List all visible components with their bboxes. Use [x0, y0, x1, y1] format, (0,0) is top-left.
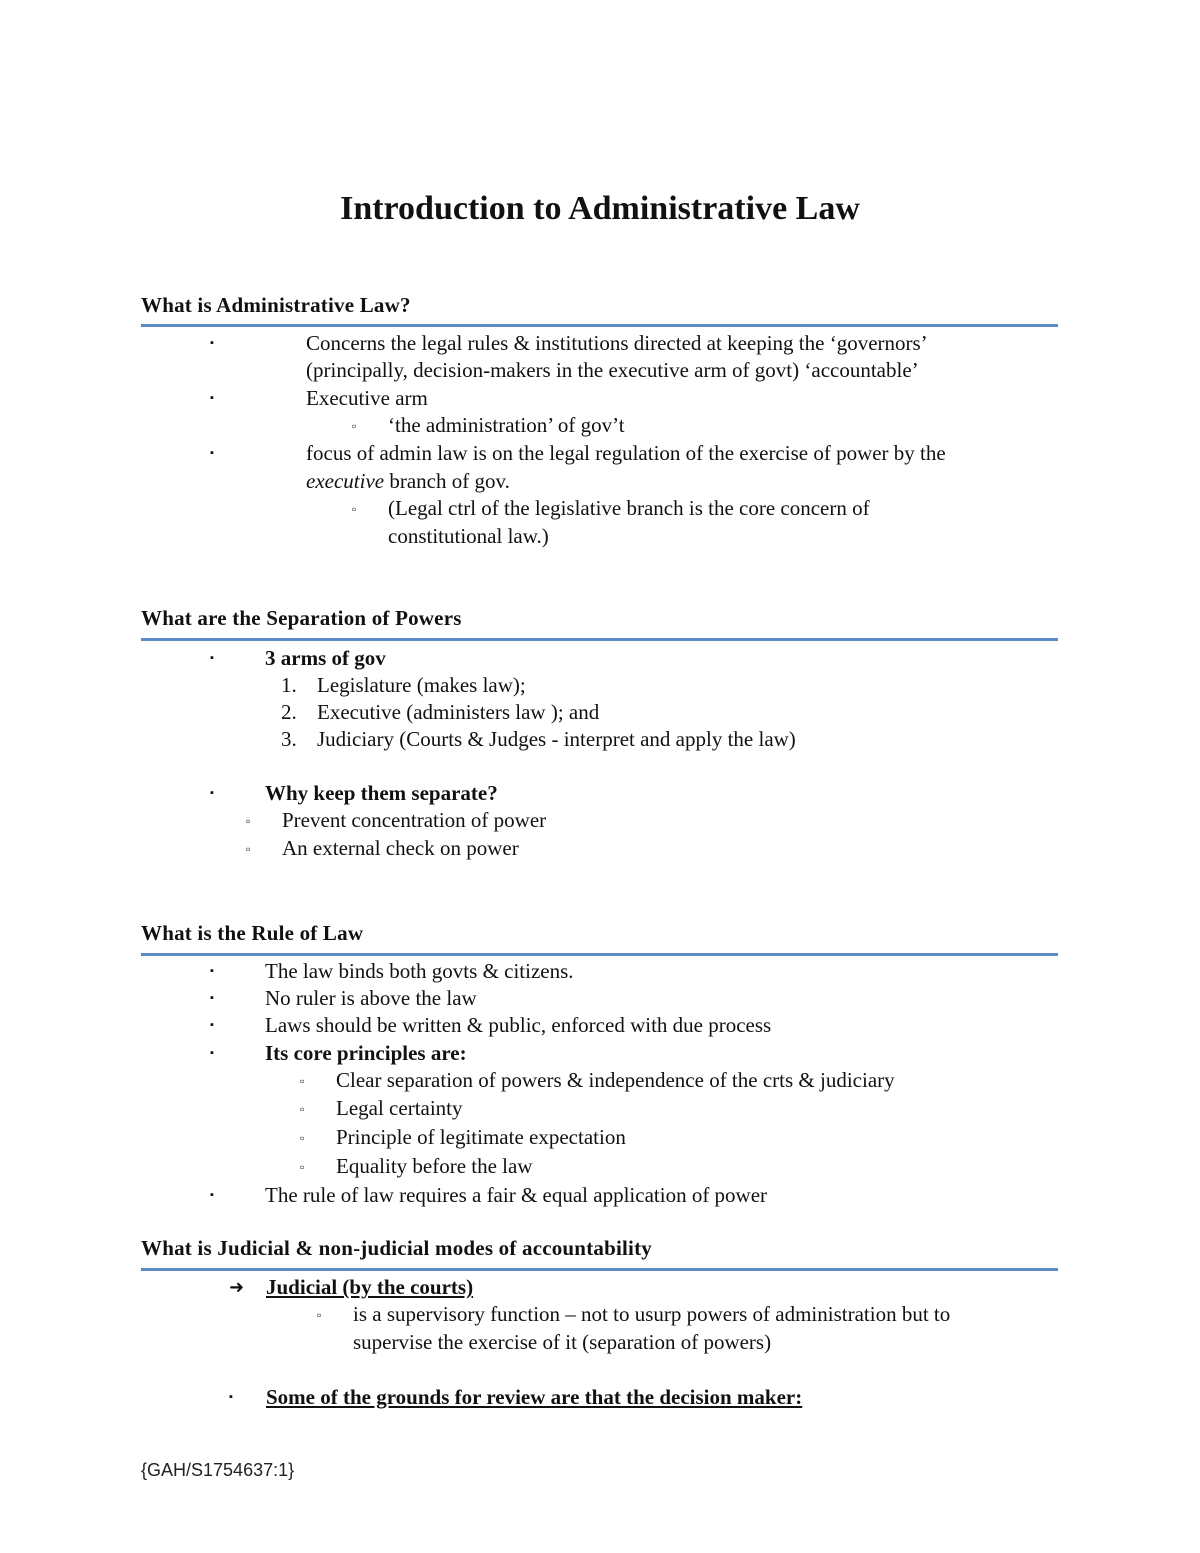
section-divider [141, 324, 1058, 327]
sub-list-item: (Legal ctrl of the legislative branch is the core concern of [388, 496, 870, 520]
square-bullet-icon: ▫ [317, 1308, 322, 1322]
bullet-icon: ▪ [210, 337, 214, 349]
sub-list-item: Prevent concentration of power [282, 808, 547, 832]
bullet-icon: ▪ [210, 1019, 214, 1031]
square-bullet-icon: ▫ [352, 502, 357, 516]
list-item: The law binds both govts & citizens. [265, 959, 574, 983]
list-number: 2. [281, 700, 297, 724]
section-heading-admin-law: What is Administrative Law? [141, 293, 411, 317]
list-item-continued: (principally, decision-makers in the executive arm of govt) ‘accountable’ [306, 358, 919, 382]
bullet-icon: ▪ [210, 787, 214, 799]
sub-list-item: Legal certainty [336, 1096, 463, 1120]
bullet-icon: ▪ [210, 992, 214, 1004]
numbered-item: Judiciary (Courts & Judges - interpret and apply the law) [317, 727, 796, 751]
sub-list-item-continued: supervise the exercise of it (separation of powers) [353, 1330, 772, 1354]
section-divider [141, 953, 1058, 956]
section-heading-rule-of-law: What is the Rule of Law [141, 921, 364, 945]
bullet-icon: ▪ [210, 447, 214, 459]
bullet-icon: ▪ [210, 965, 214, 977]
list-item-text: branch of gov. [384, 469, 510, 493]
sub-list-item: ‘the administration’ of gov’t [388, 413, 625, 437]
page-title: Introduction to Administrative Law [340, 190, 860, 227]
section-heading-accountability: What is Judicial & non-judicial modes of accountability [141, 1236, 652, 1260]
list-number: 3. [281, 727, 297, 751]
bullet-icon: ▪ [210, 1047, 214, 1059]
bullet-icon: ▪ [210, 392, 214, 404]
square-bullet-icon: ▫ [246, 842, 251, 856]
list-item: Judicial (by the courts) [266, 1275, 474, 1299]
list-item: Executive arm [306, 386, 428, 410]
document-footer: {GAH/S1754637:1} [141, 1460, 295, 1480]
bullet-icon: ▪ [229, 1391, 233, 1403]
bullet-icon: ▪ [210, 652, 214, 664]
sub-list-item: Clear separation of powers & independence of the crts & judiciary [336, 1068, 895, 1092]
section-divider [141, 638, 1058, 641]
emphasis-text: executive [306, 469, 385, 493]
section-divider [141, 1268, 1058, 1271]
sub-list-item: Principle of legitimate expectation [336, 1125, 626, 1149]
bullet-icon: ▪ [210, 1189, 214, 1201]
square-bullet-icon: ▫ [300, 1131, 305, 1145]
list-item: focus of admin law is on the legal regulation of the exercise of power by the [306, 441, 946, 465]
list-item-continued [306, 467, 510, 495]
list-item: No ruler is above the law [265, 986, 477, 1010]
list-item: Some of the grounds for review are that the decision maker: [266, 1385, 803, 1409]
list-item: 3 arms of gov [265, 646, 386, 670]
square-bullet-icon: ▫ [352, 419, 357, 433]
list-item: Why keep them separate? [265, 781, 498, 805]
list-item: The rule of law requires a fair & equal application of power [265, 1183, 768, 1207]
list-number: 1. [281, 673, 297, 697]
sub-list-item: is a supervisory function – not to usurp powers of administration but to [353, 1302, 951, 1326]
square-bullet-icon: ▫ [300, 1160, 305, 1174]
sub-list-item: Equality before the law [336, 1154, 533, 1178]
section-heading-separation-of-powers: What are the Separation of Powers [141, 606, 462, 630]
numbered-item: Legislature (makes law); [317, 673, 526, 697]
square-bullet-icon: ▫ [300, 1102, 305, 1116]
sub-list-item: An external check on power [282, 836, 519, 860]
list-item: Concerns the legal rules & institutions directed at keeping the ‘governors’ [306, 331, 928, 355]
square-bullet-icon: ▫ [246, 814, 251, 828]
numbered-item: Executive (administers law ); and [317, 700, 600, 724]
list-item: Its core principles are: [265, 1041, 467, 1065]
arrow-bullet-icon: ➜ [229, 1277, 245, 1297]
square-bullet-icon: ▫ [300, 1074, 305, 1088]
list-item: Laws should be written & public, enforced with due process [265, 1013, 772, 1037]
sub-list-item-continued: constitutional law.) [388, 524, 549, 548]
